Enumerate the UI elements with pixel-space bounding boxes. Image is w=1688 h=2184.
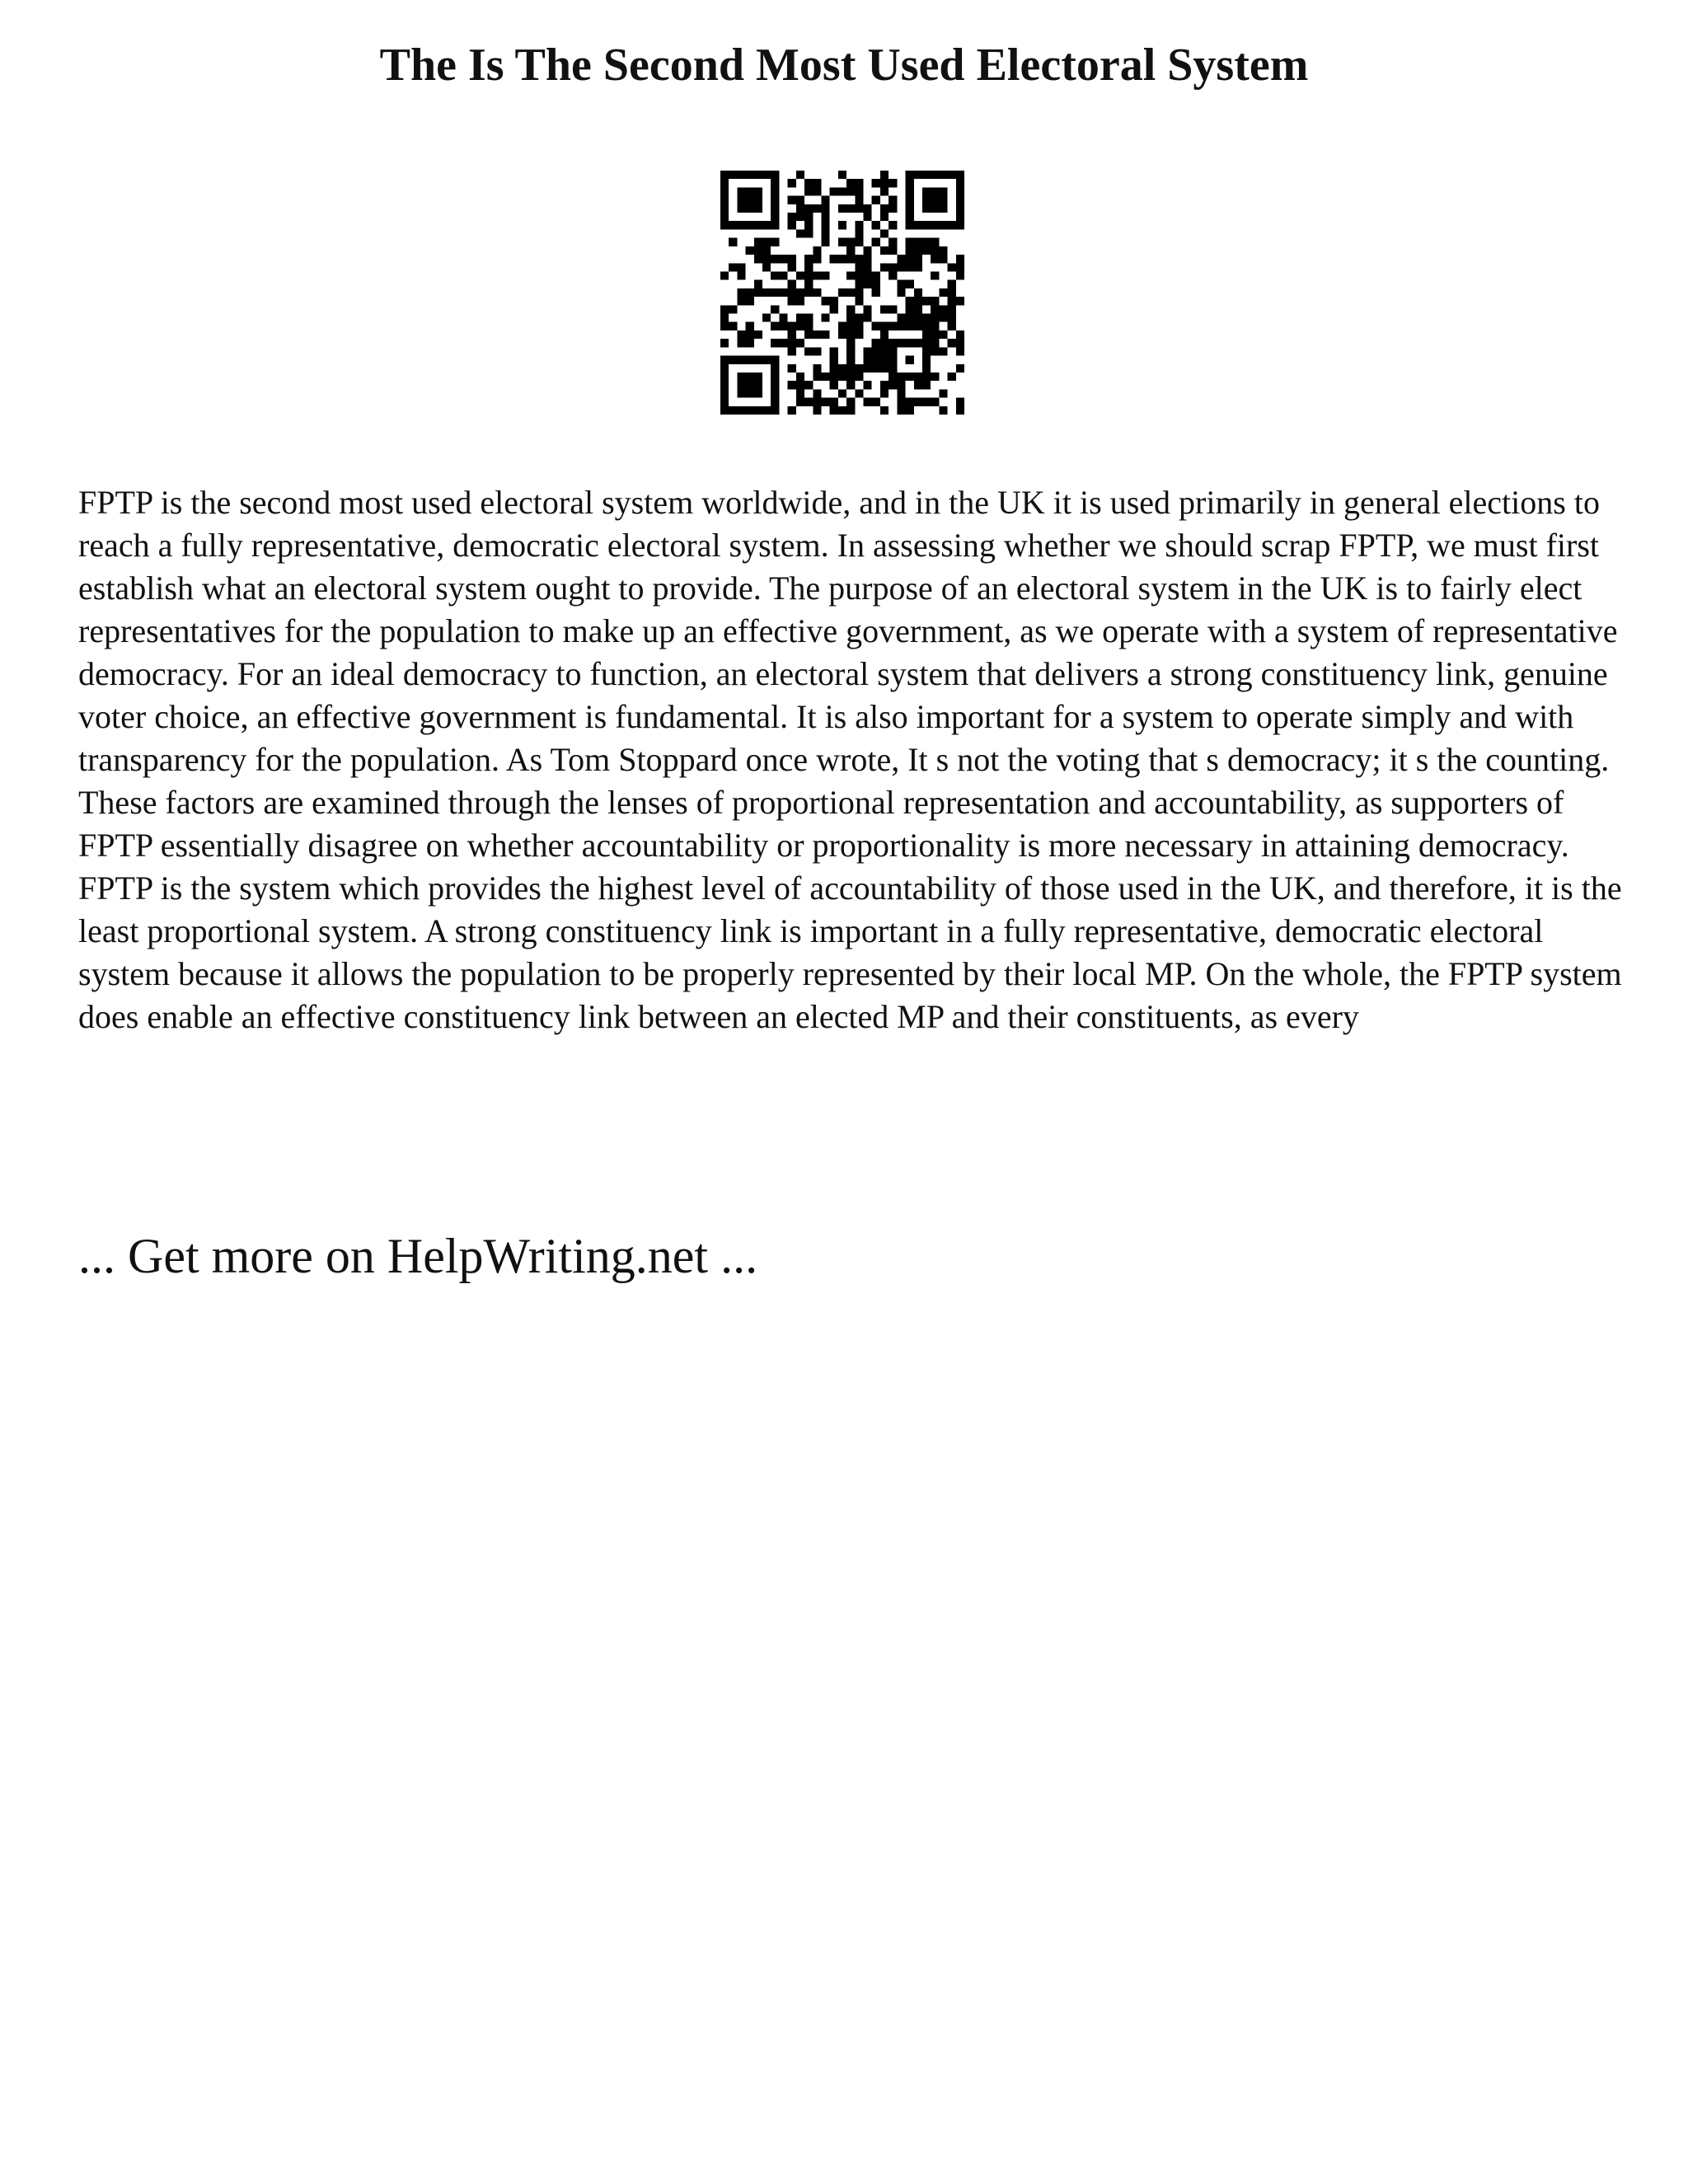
article-paragraph: FPTP is the second most used electoral system worldwide, and in the UK it is used primarily in general elections to reach a fully representative, democratic electoral system. In assessing whether we should scrap FPTP, we must first establish what an electoral system ought to provide. The purpose of an electoral system in the UK is to fairly elect representatives for the population to make up an effective government, as we operate with a system of representative democracy. For an ideal democracy to function, an electoral system that delivers a strong constituency link, genuine voter choice, an effective government is fundamental. It is also important for a system to operate simply and with transparency for the population. As Tom Stoppard once wrote, It s not the voting that s democracy; it s the counting. [78,484,1618,778]
page-title: The Is The Second Most Used Electoral System [379,40,1309,91]
get-more-link[interactable]: ... Get more on HelpWriting.net ... [78,1229,758,1283]
qr-code-icon[interactable] [720,171,964,415]
article-body [78,481,1628,1038]
article-paragraph: These factors are examined through the lenses of proportional representation and accountability, as supporters of FPTP essentially disagree on whether accountability or proportionality is more necessary in attaining democracy. FPTP is the system which provides the highest level of accountability of those used in the UK, and therefore, it is the least proportional system. A strong constituency link is important in a fully representative, democratic electoral system because it allows the population to be properly represented by their local MP. On the whole, the FPTP system does enable an effective constituency link between an elected MP and their constituents, as every [78,784,1622,1035]
